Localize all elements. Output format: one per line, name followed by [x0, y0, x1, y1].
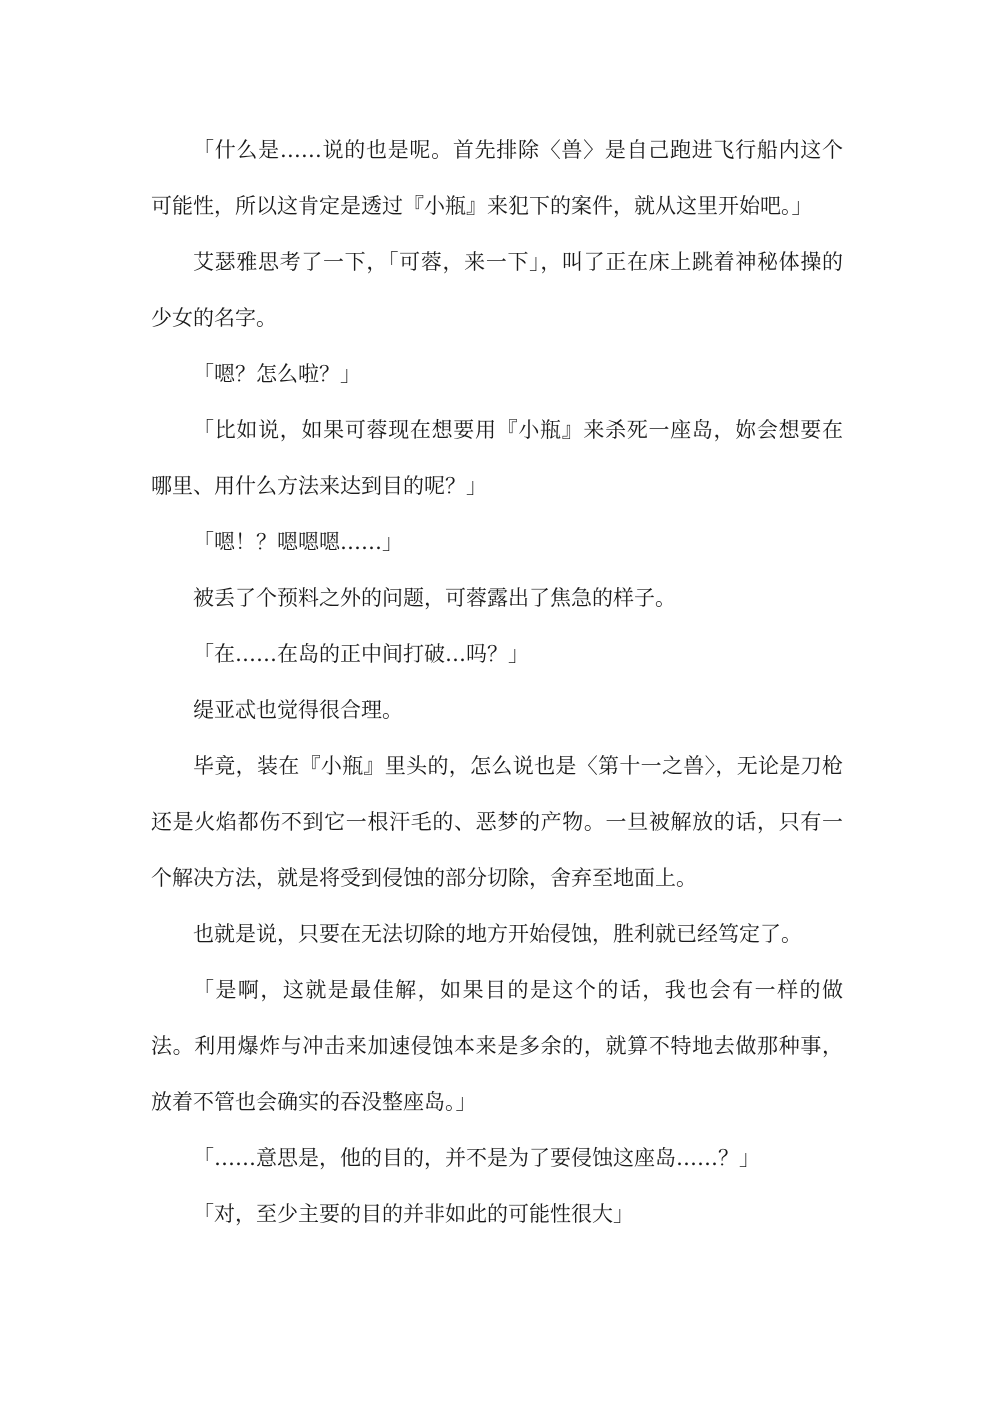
paragraph-3: 「嗯？怎么啦？」 — [193, 362, 361, 386]
paragraph-12: 「……意思是，他的目的，并不是为了要侵蚀这座岛……？」 — [193, 1146, 760, 1170]
paragraph-7: 「在……在岛的正中间打破…吗？」 — [193, 642, 529, 666]
paragraph-9: 毕竟，装在『小瓶』里头的，怎么说也是〈第十一之兽〉，无论是刀枪还是火焰都伤不到它一根汗毛的、恶梦的产物。一旦被解放的话，只有一个解决方法，就是将受到侵蚀的部分切除，舍弃至地面上。 — [151, 754, 843, 890]
paragraph-13: 「对，至少主要的目的并非如此的可能性很大」 — [193, 1202, 634, 1226]
paragraph-11: 「是啊，这就是最佳解，如果目的是这个的话，我也会有一样的做法。利用爆炸与冲击来加速侵蚀本来是多余的，就算不特地去做那种事，放着不管也会确实的吞没整座岛。」 — [151, 978, 843, 1114]
paragraph-2: 艾瑟雅思考了一下，「可蓉，来一下」，叫了正在床上跳着神秘体操的少女的名字。 — [151, 250, 843, 330]
body-text — [151, 122, 843, 1242]
paragraph-6: 被丢了个预料之外的问题，可蓉露出了焦急的样子。 — [193, 586, 676, 610]
paragraph-5: 「嗯！？嗯嗯嗯……」 — [193, 530, 403, 554]
paragraph-1: 「什么是……说的也是呢。首先排除〈兽〉是自己跑进飞行船内这个可能性，所以这肯定是透过『小瓶』来犯下的案件，就从这里开始吧。」 — [151, 138, 843, 218]
paragraph-4: 「比如说，如果可蓉现在想要用『小瓶』来杀死一座岛，妳会想要在哪里、用什么方法来达到目的呢？」 — [151, 418, 843, 498]
paragraph-10: 也就是说，只要在无法切除的地方开始侵蚀，胜利就已经笃定了。 — [193, 922, 802, 946]
paragraph-8: 缇亚忒也觉得很合理。 — [193, 698, 403, 722]
